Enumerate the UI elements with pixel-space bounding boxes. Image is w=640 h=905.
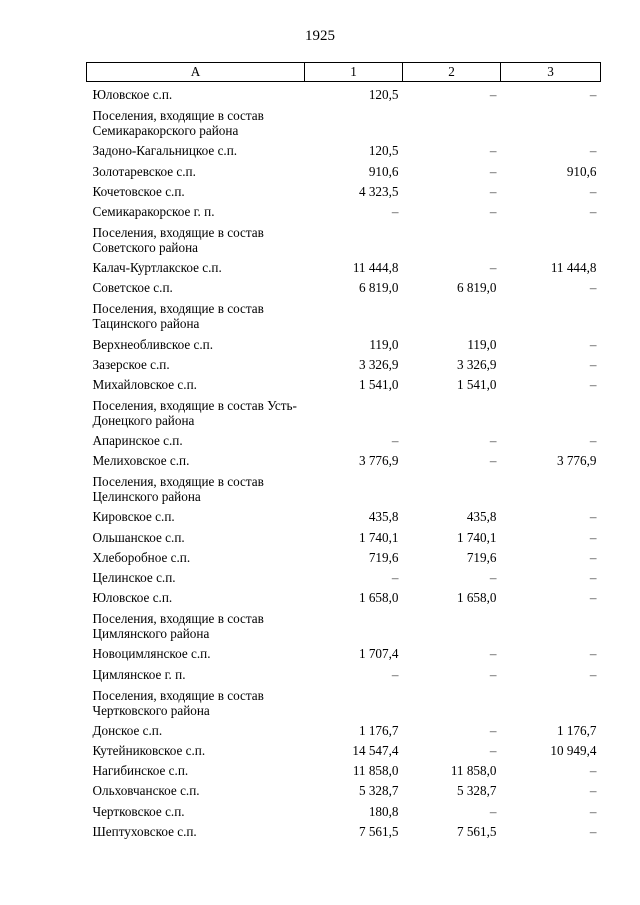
settlement-name: Донское с.п. — [92, 722, 163, 738]
table-row — [87, 738, 601, 758]
table-row — [87, 448, 601, 468]
table-row — [87, 199, 601, 219]
table-row — [87, 819, 601, 839]
value-cell-2: – — [489, 722, 497, 738]
empty-cell — [403, 392, 501, 428]
page-number: 1925 — [305, 28, 335, 44]
empty-cell — [501, 392, 601, 428]
value-cell-1: 1 707,4 — [358, 646, 399, 662]
value-cell-3: – — [589, 183, 597, 199]
district-group-label: Поселения, входящие в состав Тацинского района — [92, 301, 264, 332]
empty-cell — [403, 219, 501, 255]
empty-cell — [501, 682, 601, 718]
table-row — [87, 275, 601, 295]
table-header — [87, 63, 601, 82]
settlement-name: Золотаревское с.п. — [92, 163, 196, 179]
value-cell-1: 7 561,5 — [358, 823, 399, 839]
table-body — [87, 82, 601, 839]
value-cell-2: – — [489, 570, 497, 585]
empty-cell — [403, 295, 501, 331]
empty-cell — [305, 468, 403, 504]
value-cell-3: – — [589, 763, 597, 779]
value-cell-2: – — [489, 646, 497, 662]
value-cell-3: – — [589, 823, 597, 839]
value-cell-1: 6 819,0 — [358, 280, 399, 296]
settlement-name: Кочетовское с.п. — [92, 183, 185, 199]
value-cell-2: 1 740,1 — [456, 529, 497, 545]
settlement-name: Нагибинское с.п. — [92, 763, 189, 779]
table-row — [87, 545, 601, 565]
value-cell-3: – — [589, 803, 597, 819]
value-cell-1: 11 858,0 — [352, 763, 399, 779]
value-cell-3: – — [589, 433, 597, 449]
value-cell-1: 3 776,9 — [358, 453, 399, 469]
settlement-name: Чертковское с.п. — [92, 803, 185, 819]
column-header-a: А — [87, 63, 305, 82]
settlement-name: Апаринское с.п. — [92, 433, 183, 449]
settlement-name: Михайловское с.п. — [92, 376, 197, 392]
value-cell-3: – — [589, 376, 597, 392]
settlement-name: Кутейниковское с.п. — [92, 742, 206, 758]
settlement-name: Верхнеобливское с.п. — [92, 336, 214, 352]
empty-cell — [305, 102, 403, 138]
table-row — [87, 82, 601, 103]
value-cell-2: – — [489, 143, 497, 159]
value-cell-1: 1 176,7 — [358, 722, 399, 738]
table-row — [87, 798, 601, 818]
empty-cell — [501, 605, 601, 641]
table-row — [87, 778, 601, 798]
empty-cell — [403, 102, 501, 138]
value-cell-3: – — [589, 280, 597, 296]
value-cell-3: 1 176,7 — [556, 722, 597, 738]
empty-cell — [501, 219, 601, 255]
value-cell-3: – — [589, 356, 597, 372]
value-cell-2: 1 658,0 — [456, 590, 497, 606]
table-row — [87, 758, 601, 778]
table-row — [87, 524, 601, 544]
value-cell-1: – — [391, 203, 399, 219]
value-cell-2: – — [489, 87, 497, 103]
value-cell-2: – — [489, 742, 497, 758]
value-cell-2: 1 541,0 — [456, 376, 497, 392]
value-cell-2: 435,8 — [466, 509, 497, 525]
group-heading-row — [87, 102, 601, 138]
group-heading-row — [87, 468, 601, 504]
value-cell-1: 4 323,5 — [358, 183, 399, 199]
value-cell-3: – — [589, 203, 597, 219]
value-cell-2: – — [489, 433, 497, 449]
settlement-name: Мелиховское с.п. — [92, 453, 190, 469]
group-heading-row — [87, 295, 601, 331]
empty-cell — [501, 295, 601, 331]
value-cell-3: – — [589, 509, 597, 525]
value-cell-3: – — [589, 549, 597, 565]
table-row — [87, 718, 601, 738]
district-group-label: Поселения, входящие в состав Советского района — [92, 224, 264, 255]
settlement-name: Шептуховское с.п. — [92, 823, 197, 839]
value-cell-2: 7 561,5 — [456, 823, 497, 839]
value-cell-1: – — [391, 433, 399, 449]
value-cell-2: – — [489, 803, 497, 819]
district-group-label: Поселения, входящие в состав Усть-Донецкого района — [92, 397, 297, 428]
settlement-name: Юловское с.п. — [92, 87, 173, 103]
value-cell-1: 1 541,0 — [358, 376, 399, 392]
district-group-label: Поселения, входящие в состав Целинского района — [92, 474, 264, 505]
value-cell-1: 5 328,7 — [358, 783, 399, 799]
settlement-name: Задоно-Кагальницкое с.п. — [92, 143, 238, 159]
value-cell-2: 5 328,7 — [456, 783, 497, 799]
empty-cell — [305, 295, 403, 331]
table-row — [87, 179, 601, 199]
settlement-name: Семикаракорское г. п. — [92, 203, 215, 219]
value-cell-3: 910,6 — [566, 163, 597, 179]
table-row — [87, 428, 601, 448]
value-cell-2: – — [489, 666, 497, 682]
value-cell-2: – — [489, 183, 497, 199]
table-row — [87, 585, 601, 605]
settlement-name: Юловское с.п. — [92, 590, 173, 606]
value-cell-3: – — [589, 336, 597, 352]
column-header-2: 2 — [403, 63, 501, 82]
value-cell-2: – — [489, 260, 497, 276]
settlement-name: Калач-Куртлакское с.п. — [92, 260, 222, 276]
group-heading-row — [87, 392, 601, 428]
value-cell-1: 180,8 — [368, 803, 399, 819]
district-group-label: Поселения, входящие в состав Чертковского района — [92, 687, 264, 718]
empty-cell — [403, 468, 501, 504]
column-header-3: 3 — [501, 63, 601, 82]
value-cell-3: – — [589, 590, 597, 606]
empty-cell — [501, 468, 601, 504]
value-cell-2: – — [489, 453, 497, 469]
settlement-name: Хлеборобное с.п. — [92, 549, 191, 565]
value-cell-1: 3 326,9 — [358, 356, 399, 372]
empty-cell — [305, 392, 403, 428]
value-cell-1: 120,5 — [368, 143, 399, 159]
table-row — [87, 641, 601, 661]
settlements-table — [86, 62, 601, 839]
value-cell-1: – — [391, 570, 399, 585]
value-cell-3: – — [589, 529, 597, 545]
value-cell-1: 1 740,1 — [358, 529, 399, 545]
settlement-name: Зазерское с.п. — [92, 356, 170, 372]
district-group-label: Поселения, входящие в состав Цимлянского района — [92, 611, 264, 642]
value-cell-3: – — [589, 646, 597, 662]
value-cell-3: – — [589, 87, 597, 103]
settlement-name: Ольшанское с.п. — [92, 529, 185, 545]
value-cell-2: 119,0 — [467, 336, 497, 352]
empty-cell — [403, 682, 501, 718]
settlement-name: Новоцимлянское с.п. — [92, 646, 211, 662]
value-cell-3: 10 949,4 — [550, 742, 597, 758]
empty-cell — [501, 102, 601, 138]
column-header-1: 1 — [305, 63, 403, 82]
value-cell-3: 11 444,8 — [550, 260, 597, 276]
table-row — [87, 504, 601, 524]
group-heading-row — [87, 219, 601, 255]
value-cell-2: 6 819,0 — [456, 280, 497, 296]
value-cell-1: 719,6 — [368, 549, 399, 565]
value-cell-2: 719,6 — [466, 549, 497, 565]
value-cell-3: – — [589, 570, 597, 585]
value-cell-3: – — [589, 143, 597, 159]
settlement-name: Кировское с.п. — [92, 509, 175, 525]
settlement-name: Ольховчанское с.п. — [92, 783, 200, 799]
value-cell-3: – — [589, 783, 597, 799]
empty-cell — [305, 682, 403, 718]
empty-cell — [305, 605, 403, 641]
table-row — [87, 138, 601, 158]
value-cell-1: 910,6 — [368, 163, 399, 179]
table-row — [87, 352, 601, 372]
group-heading-row — [87, 682, 601, 718]
empty-cell — [403, 605, 501, 641]
value-cell-1: 435,8 — [368, 509, 399, 525]
settlement-name: Цимлянское г. п. — [92, 666, 186, 682]
table-row — [87, 331, 601, 351]
value-cell-1: 1 658,0 — [358, 590, 399, 606]
group-heading-row — [87, 605, 601, 641]
value-cell-3: – — [589, 666, 597, 682]
value-cell-2: – — [489, 203, 497, 219]
empty-cell — [305, 219, 403, 255]
value-cell-1: 11 444,8 — [352, 260, 399, 276]
table-row — [87, 565, 601, 585]
table-row — [87, 158, 601, 178]
table-row — [87, 661, 601, 681]
value-cell-1: – — [391, 666, 399, 682]
value-cell-1: 119,0 — [369, 336, 399, 352]
table-row — [87, 372, 601, 392]
value-cell-1: 14 547,4 — [352, 742, 399, 758]
settlement-name: Советское с.п. — [92, 280, 173, 296]
table-row — [87, 255, 601, 275]
value-cell-2: 11 858,0 — [450, 763, 497, 779]
district-group-label: Поселения, входящие в состав Семикаракорского района — [92, 108, 264, 139]
value-cell-2: 3 326,9 — [456, 356, 497, 372]
value-cell-2: – — [489, 163, 497, 179]
settlement-name: Целинское с.п. — [92, 570, 176, 585]
value-cell-3: 3 776,9 — [556, 453, 597, 469]
value-cell-1: 120,5 — [368, 87, 399, 103]
